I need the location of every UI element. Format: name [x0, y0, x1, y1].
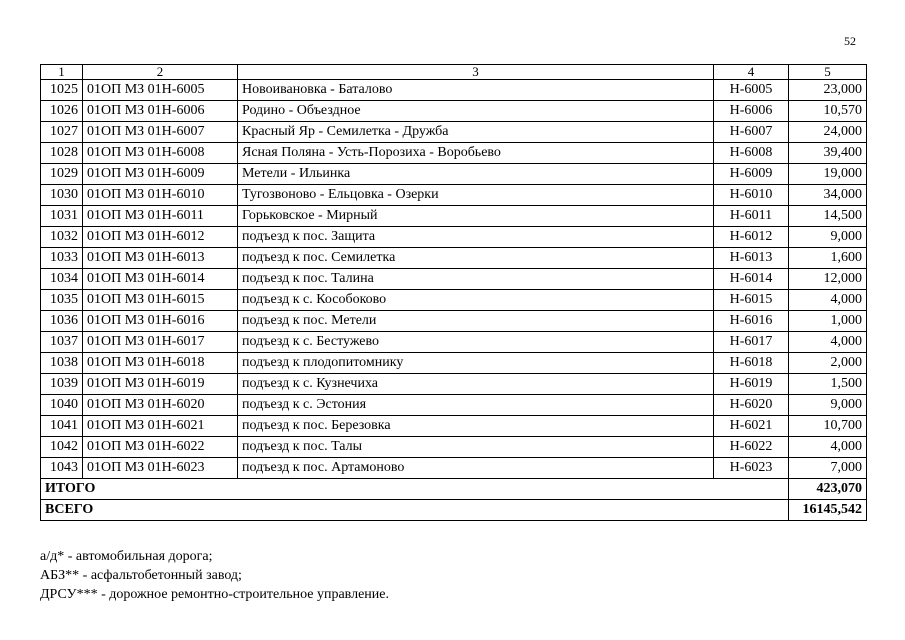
road-short-code-cell: Н-6020: [714, 395, 789, 416]
road-length-cell: 1,600: [789, 248, 867, 269]
table-row: [41, 395, 867, 416]
page-number: 52: [844, 34, 856, 48]
row-number-cell: 1029: [41, 164, 83, 185]
road-length-cell: 9,000: [789, 227, 867, 248]
road-code-cell: 01ОП МЗ 01Н-6016: [83, 311, 238, 332]
road-name-cell: подъезд к с. Эстония: [238, 395, 714, 416]
road-name-cell: Новоивановка - Баталово: [238, 80, 714, 101]
footnote: АБЗ** - асфальтобетонный завод;: [40, 568, 242, 583]
road-code-cell: 01ОП МЗ 01Н-6019: [83, 374, 238, 395]
road-code-cell: 01ОП МЗ 01Н-6011: [83, 206, 238, 227]
road-length-cell: 39,400: [789, 143, 867, 164]
road-name-cell: подъезд к пос. Защита: [238, 227, 714, 248]
roads-table: [40, 64, 867, 521]
table-row: [41, 227, 867, 248]
column-header: 3: [238, 65, 714, 80]
row-number-cell: 1030: [41, 185, 83, 206]
column-header: 1: [41, 65, 83, 80]
road-short-code-cell: Н-6015: [714, 290, 789, 311]
table-row: [41, 437, 867, 458]
row-number-cell: 1034: [41, 269, 83, 290]
road-code-cell: 01ОП МЗ 01Н-6021: [83, 416, 238, 437]
row-number-cell: 1027: [41, 122, 83, 143]
road-length-cell: 23,000: [789, 80, 867, 101]
row-number-cell: 1039: [41, 374, 83, 395]
road-length-cell: 10,700: [789, 416, 867, 437]
road-name-cell: подъезд к пос. Семилетка: [238, 248, 714, 269]
road-short-code-cell: Н-6005: [714, 80, 789, 101]
road-length-cell: 1,000: [789, 311, 867, 332]
grand-total-value: 16145,542: [789, 500, 867, 521]
table-row: [41, 248, 867, 269]
table-row: [41, 269, 867, 290]
table-row: [41, 185, 867, 206]
road-name-cell: Горьковское - Мирный: [238, 206, 714, 227]
row-number-cell: 1038: [41, 353, 83, 374]
road-short-code-cell: Н-6007: [714, 122, 789, 143]
row-number-cell: 1028: [41, 143, 83, 164]
road-name-cell: Родино - Объездное: [238, 101, 714, 122]
road-code-cell: 01ОП МЗ 01Н-6010: [83, 185, 238, 206]
table-body: [41, 80, 867, 479]
road-length-cell: 10,570: [789, 101, 867, 122]
table-row: [41, 122, 867, 143]
road-length-cell: 9,000: [789, 395, 867, 416]
road-length-cell: 34,000: [789, 185, 867, 206]
road-name-cell: Тугозвоново - Ельцовка - Озерки: [238, 185, 714, 206]
table-row: [41, 374, 867, 395]
road-length-cell: 4,000: [789, 290, 867, 311]
footnote: ДРСУ*** - дорожное ремонтно-строительное управление.: [40, 587, 390, 602]
road-code-cell: 01ОП МЗ 01Н-6008: [83, 143, 238, 164]
road-code-cell: 01ОП МЗ 01Н-6007: [83, 122, 238, 143]
table-header-row: [41, 65, 867, 80]
road-name-cell: подъезд к плодопитомнику: [238, 353, 714, 374]
row-number-cell: 1042: [41, 437, 83, 458]
road-short-code-cell: Н-6016: [714, 311, 789, 332]
road-short-code-cell: Н-6009: [714, 164, 789, 185]
table-row: [41, 143, 867, 164]
road-code-cell: 01ОП МЗ 01Н-6005: [83, 80, 238, 101]
road-code-cell: 01ОП МЗ 01Н-6013: [83, 248, 238, 269]
road-name-cell: подъезд к пос. Талина: [238, 269, 714, 290]
road-code-cell: 01ОП МЗ 01Н-6020: [83, 395, 238, 416]
road-short-code-cell: Н-6022: [714, 437, 789, 458]
row-number-cell: 1031: [41, 206, 83, 227]
column-header: 4: [714, 65, 789, 80]
table-row: [41, 416, 867, 437]
road-code-cell: 01ОП МЗ 01Н-6006: [83, 101, 238, 122]
road-length-cell: 7,000: [789, 458, 867, 479]
road-length-cell: 1,500: [789, 374, 867, 395]
road-length-cell: 12,000: [789, 269, 867, 290]
road-length-cell: 14,500: [789, 206, 867, 227]
table-row: [41, 353, 867, 374]
table-row: [41, 458, 867, 479]
road-code-cell: 01ОП МЗ 01Н-6009: [83, 164, 238, 185]
road-name-cell: подъезд к пос. Артамоново: [238, 458, 714, 479]
road-length-cell: 4,000: [789, 332, 867, 353]
road-code-cell: 01ОП МЗ 01Н-6023: [83, 458, 238, 479]
road-code-cell: 01ОП МЗ 01Н-6017: [83, 332, 238, 353]
road-name-cell: Ясная Поляна - Усть-Порозиха - Воробьево: [238, 143, 714, 164]
row-number-cell: 1043: [41, 458, 83, 479]
road-code-cell: 01ОП МЗ 01Н-6012: [83, 227, 238, 248]
road-short-code-cell: Н-6013: [714, 248, 789, 269]
row-number-cell: 1035: [41, 290, 83, 311]
column-header: 2: [83, 65, 238, 80]
table-row: [41, 80, 867, 101]
road-short-code-cell: Н-6008: [714, 143, 789, 164]
road-short-code-cell: Н-6011: [714, 206, 789, 227]
road-name-cell: подъезд к пос. Талы: [238, 437, 714, 458]
row-number-cell: 1040: [41, 395, 83, 416]
row-number-cell: 1033: [41, 248, 83, 269]
grand-total-row: [41, 500, 867, 521]
table-row: [41, 290, 867, 311]
total-row: [41, 479, 867, 500]
road-short-code-cell: Н-6021: [714, 416, 789, 437]
road-name-cell: подъезд к пос. Березовка: [238, 416, 714, 437]
table-row: [41, 332, 867, 353]
road-length-cell: 2,000: [789, 353, 867, 374]
row-number-cell: 1041: [41, 416, 83, 437]
road-code-cell: 01ОП МЗ 01Н-6015: [83, 290, 238, 311]
road-name-cell: Красный Яр - Семилетка - Дружба: [238, 122, 714, 143]
road-short-code-cell: Н-6006: [714, 101, 789, 122]
road-name-cell: подъезд к пос. Метели: [238, 311, 714, 332]
road-short-code-cell: Н-6014: [714, 269, 789, 290]
road-code-cell: 01ОП МЗ 01Н-6022: [83, 437, 238, 458]
road-length-cell: 24,000: [789, 122, 867, 143]
row-number-cell: 1036: [41, 311, 83, 332]
total-value: 423,070: [789, 479, 867, 500]
grand-total-label: ВСЕГО: [41, 500, 789, 521]
column-header: 5: [789, 65, 867, 80]
road-code-cell: 01ОП МЗ 01Н-6014: [83, 269, 238, 290]
row-number-cell: 1026: [41, 101, 83, 122]
table-row: [41, 101, 867, 122]
road-short-code-cell: Н-6017: [714, 332, 789, 353]
road-length-cell: 19,000: [789, 164, 867, 185]
road-short-code-cell: Н-6023: [714, 458, 789, 479]
road-name-cell: подъезд к с. Бестужево: [238, 332, 714, 353]
footnotes: [40, 547, 389, 604]
road-short-code-cell: Н-6010: [714, 185, 789, 206]
road-length-cell: 4,000: [789, 437, 867, 458]
row-number-cell: 1032: [41, 227, 83, 248]
table-row: [41, 311, 867, 332]
road-code-cell: 01ОП МЗ 01Н-6018: [83, 353, 238, 374]
row-number-cell: 1025: [41, 80, 83, 101]
table-row: [41, 206, 867, 227]
road-name-cell: подъезд к с. Кособоково: [238, 290, 714, 311]
road-name-cell: подъезд к с. Кузнечиха: [238, 374, 714, 395]
road-name-cell: Метели - Ильинка: [238, 164, 714, 185]
road-short-code-cell: Н-6019: [714, 374, 789, 395]
road-short-code-cell: Н-6018: [714, 353, 789, 374]
total-label: ИТОГО: [41, 479, 789, 500]
road-short-code-cell: Н-6012: [714, 227, 789, 248]
footnote: а/д* - автомобильная дорога;: [40, 549, 213, 564]
table-row: [41, 164, 867, 185]
row-number-cell: 1037: [41, 332, 83, 353]
